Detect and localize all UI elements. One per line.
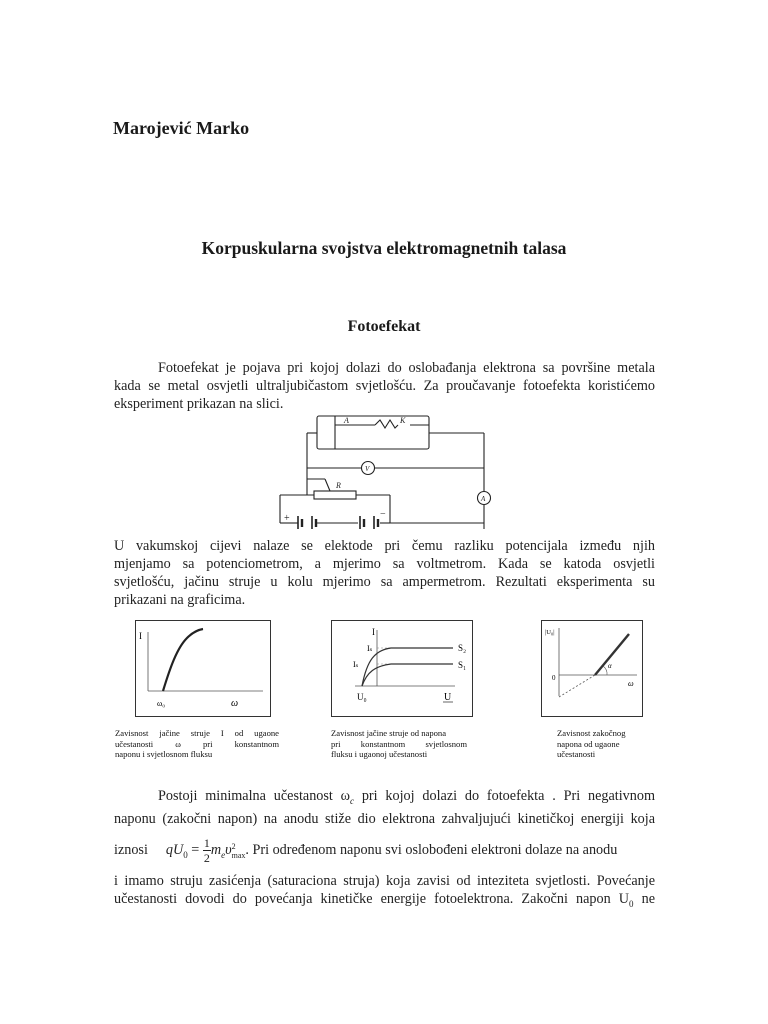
axis-label-y: |U₀| [545,629,555,636]
paragraph-line: eksperiment prikazan na slici. [114,396,284,412]
paragraph-line: Postoji minimalna učestanost $\omega_c$ pri kojoj dolazi do fotoefekta . Pri negativnom [158,788,655,806]
author-name: Marojević Marko [113,118,250,138]
paragraph-line: Fotoefekat je pojava pri kojoj dolazi do oslobađanja elektrona sa površine metala [158,360,655,376]
caption-line: napona od ugaone [557,738,620,749]
saturation-label: Iₛ [367,644,373,653]
label-resistor: R [336,481,341,490]
circuit-diagram [272,411,492,529]
label-minus: − [380,509,386,520]
paragraph-line: i imamo struju zasićenja (saturaciona struja) koja zavisi od inteziteta svjetlosti. Povećanje [114,872,655,889]
threshold-label: ω₀ [157,699,166,708]
graph-stopping-voltage-vs-frequency [541,620,643,717]
label-voltmeter: V [365,465,370,473]
axis-label-x: ω [628,679,634,688]
series-label-s2: S₂ [458,643,467,653]
caption-graph2 [331,728,467,760]
saturation-label: Iₛ [353,660,359,669]
paragraph-line: prikazani na graficima. [114,592,246,608]
label-ammeter: A [481,495,486,503]
caption-line: naponu i svjetlosnom fluksu [115,749,213,759]
paragraph-line: U vakumskoj cijevi nalaze se elektode pri čemu razliku potencijala između njih [114,538,655,554]
caption-line: Zavisnost jačine struje I od ugaone [115,728,279,738]
origin-label: 0 [552,674,556,682]
paragraph-line: svjetlošću, jačinu struje u kolu mjerimo sa ampermetrom. Rezultati eksperimenta su [114,574,655,590]
label-plus: + [284,513,290,524]
paragraph-line: učestanosti dovodi do povećanja kinetičke energije fotoelektrona. Zakočni napon $U_0$ ne [114,890,655,909]
paragraph-line: kada se metal osvjetli ultraljubičastom svjetlošću. Za proučavanje fotoefekta koristićemo [114,378,655,394]
series-label-s1: S₁ [458,660,467,670]
section-heading: Fotoefekat [347,318,421,335]
formula-line: iznosi $qU_0$ = $\frac{1}{2}$ $m_e\upsilon$ 2 max . Pri određenom naponu svi oslobođeni elektroni dolaze na anodu [114,836,618,866]
threshold-paragraph [114,787,655,913]
caption-graph3 [557,728,647,760]
caption-line: Zavisnost zakočnog [557,728,626,738]
caption-line: učestanosti ω pri konstantnom [115,738,279,749]
caption-line: pri konstantnom svjetlosnom [331,738,467,749]
paragraph-line: naponu (zakočni napon) na anodu stiže dio elektrona zahvaljujući kinetičkoj energiji koja [114,810,655,827]
caption-line: fluksu i ugaonoj učestanosti [331,749,428,759]
caption-line: Zavisnost jačine struje od napona [331,728,447,738]
caption-line: učestanosti [557,749,596,759]
origin-label: U₀ [357,692,367,702]
potentiometer [314,491,356,499]
axis-label-x: ω [231,698,239,709]
caption-graph1 [115,728,279,760]
axis-label-x: U [444,692,452,703]
axis-label-y: I [372,627,375,637]
axis-label-y: I [139,631,142,641]
intro-paragraph [114,359,655,413]
vacuum-tube [317,416,429,449]
kinetic-energy-formula: $qU_0$ = $\frac{1}{2}$ $m_e\upsilon$ 2 max [165,836,246,866]
label-cathode: K [400,416,406,425]
experiment-paragraph [114,537,655,609]
graph-current-vs-frequency [135,620,271,717]
graph-current-vs-voltage [331,620,473,717]
angle-label: α [608,662,612,670]
paragraph-line: mjenjamo sa potenciometrom, a mjerimo sa voltmetrom. Kada se katoda osvjetli [114,556,655,572]
label-anode: A [344,416,349,425]
document-title: Korpuskularna svojstva elektromagnetnih talasa [201,238,567,258]
